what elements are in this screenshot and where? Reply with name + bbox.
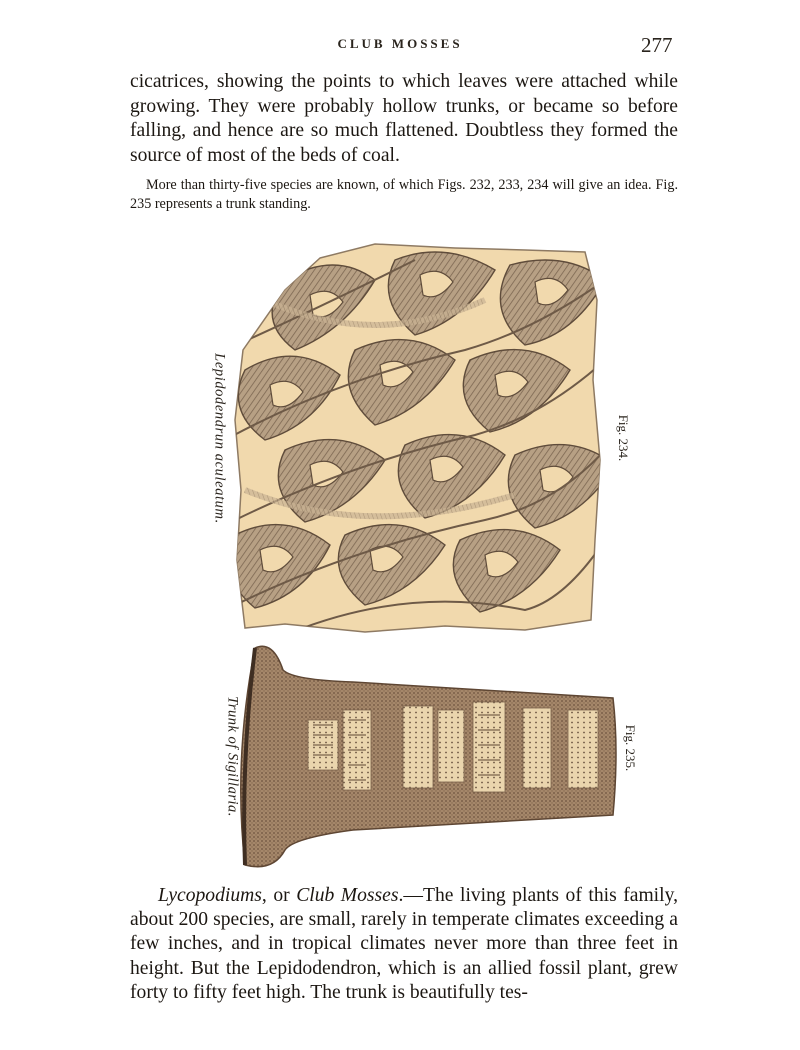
figure-234-caption: Lepidodendrun aculeatum. — [211, 353, 228, 524]
running-head: CLUB MOSSES — [337, 36, 463, 51]
figure-235-caption: Trunk of Sigillaria. — [224, 696, 241, 817]
figure-234-label: Fig. 234. — [616, 414, 631, 462]
paragraph-small-print: More than thirty-five species are known, of which Figs. 232, 233, 234 will give an idea. Fig. 235 represents a trunk standing. — [130, 177, 678, 212]
term-lycopodiums: Lycopodiums — [158, 885, 262, 906]
term-club-mosses: Club Mosses — [296, 885, 399, 906]
paragraph-club-mosses — [130, 884, 678, 1005]
em-dash: .— — [398, 885, 424, 906]
term-separator: , or — [261, 885, 297, 906]
figure-235-label: Fig. 235. — [623, 724, 638, 772]
paragraph-club-mosses-text: The living plants of this family, about 200 species, are small, rarely in temperate climates exceeding a few inches, and in tropical climates never more than three feet in height. But the Lepidodendron, which is an allied fossil plant, grew forty to fifty feet high. The trunk is beautifully tes- — [130, 885, 678, 1003]
page-number: 277 — [641, 33, 673, 57]
figure-sigillaria-trunk-illustration — [233, 640, 618, 870]
figure-lepidodendron-illustration — [225, 240, 605, 635]
paragraph-top: cicatrices, showing the points to which leaves were attached while growing. They were probably hollow trunks, or became so before falling, and hence are so much flattened. Doubtless they formed the source of most of the beds of coal. — [130, 71, 678, 166]
